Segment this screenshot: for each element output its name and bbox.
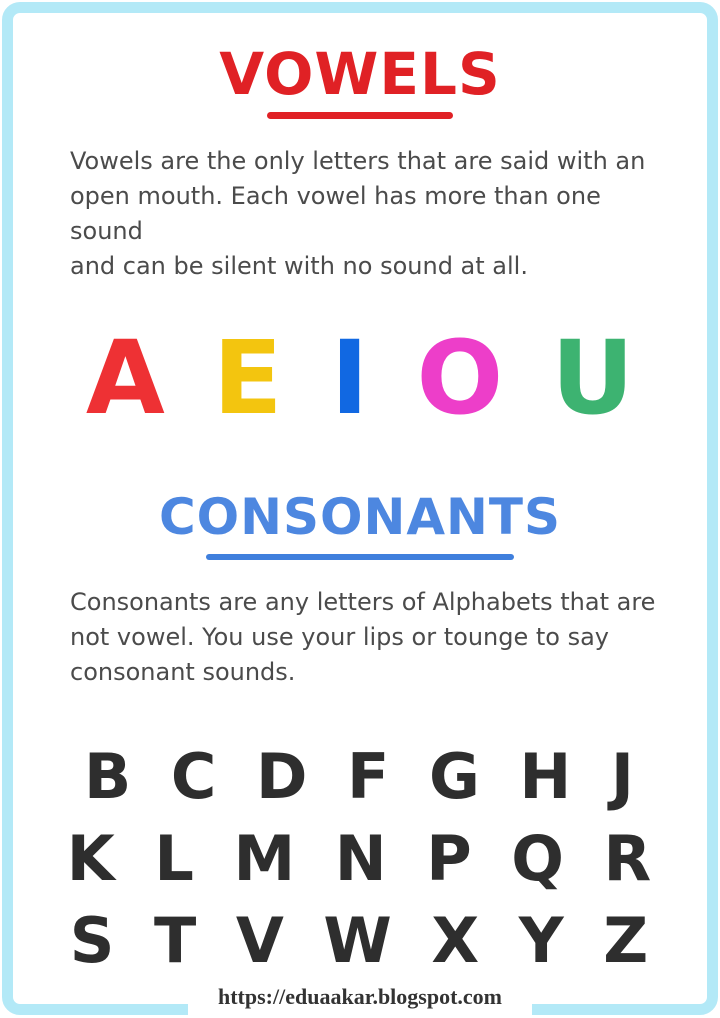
consonant-row-1: B C D F G H J — [84, 740, 636, 813]
consonants-description-line: Consonants are any letters of Alphabets that are — [70, 588, 656, 616]
vowel-letters-row — [13, 319, 707, 438]
vowel-letter-a: A — [85, 319, 165, 438]
consonants-description — [70, 585, 659, 690]
vowels-description-line: and can be silent with no sound at all. — [70, 252, 528, 280]
consonants-title-underline — [206, 554, 514, 560]
vowel-letter-e: E — [212, 319, 283, 438]
consonants-description-line: consonant sounds. — [70, 658, 296, 686]
vowels-description — [70, 144, 659, 284]
footer-url-link[interactable]: https://eduaakar.blogspot.com — [188, 979, 532, 1018]
vowel-letter-u: U — [551, 319, 635, 438]
vowel-letter-o: O — [416, 319, 504, 438]
consonants-description-line: not vowel. You use your lips or tounge to say — [70, 623, 610, 651]
vowels-title: VOWELS — [219, 40, 501, 108]
consonant-letters-block — [13, 736, 707, 982]
vowels-description-line: open mouth. Each vowel has more than one sound — [70, 182, 601, 245]
vowels-title-underline — [267, 112, 453, 119]
poster-content — [13, 13, 707, 1005]
vowel-letter-i: I — [330, 319, 369, 438]
consonants-title: CONSONANTS — [158, 488, 562, 546]
vowels-description-line: Vowels are the only letters that are said with an — [70, 147, 646, 175]
consonant-row-2: K L M N P Q R — [66, 822, 654, 895]
consonant-row-3: S T V W X Y Z — [69, 904, 651, 977]
